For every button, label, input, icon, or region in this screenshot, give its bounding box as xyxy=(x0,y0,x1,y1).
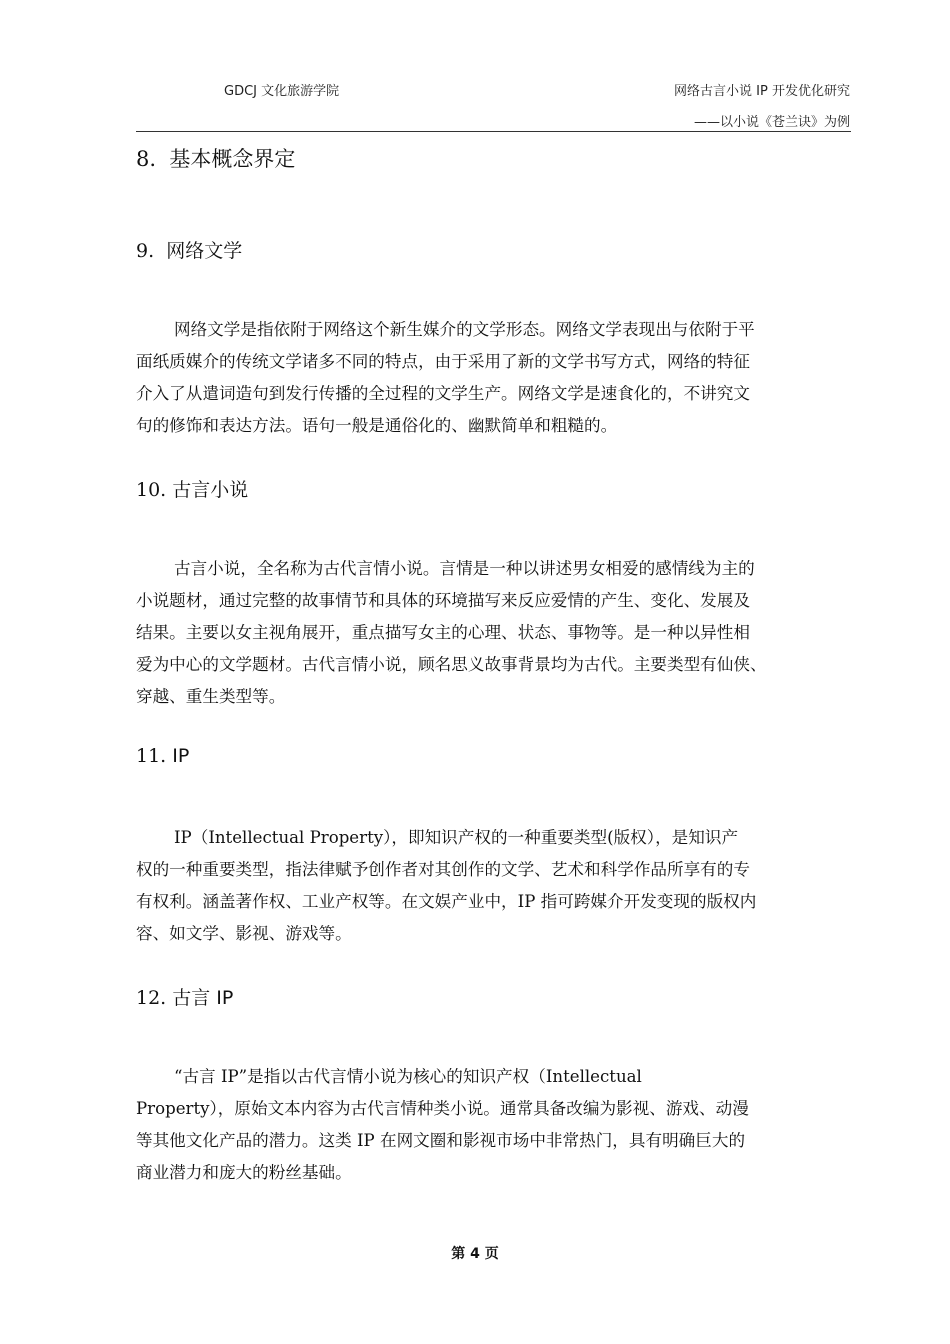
section-title: 基本概念界定 xyxy=(169,147,296,171)
header-divider xyxy=(136,131,851,132)
paragraph-line: 介入了从遣词造句到发行传播的全过程的文学生产。网络文学是速食化的，不讲究文 xyxy=(136,384,750,403)
section-number: 8. xyxy=(136,147,157,171)
paragraph-network-literature xyxy=(136,314,854,442)
page-number: 第 4 页 xyxy=(451,1246,499,1262)
section-title: 古言 IP xyxy=(172,987,234,1009)
section-heading-12 xyxy=(136,983,233,1010)
paragraph-line: 等其他文化产品的潜力。这类 IP 在网文圈和影视市场中非常热门，具有明确巨大的 xyxy=(136,1131,746,1150)
paragraph-line: 商业潜力和庞大的粉丝基础。 xyxy=(136,1163,352,1182)
section-number: 10. xyxy=(136,479,167,501)
section-heading-9 xyxy=(136,236,242,263)
paragraph-line: 容、如文学、影视、游戏等。 xyxy=(136,924,352,943)
section-number: 9. xyxy=(136,240,155,262)
header-subtitle: ——以小说《苍兰诀》为例 xyxy=(693,115,850,130)
paragraph-line: 权的一种重要类型，指法律赋予创作者对其创作的文学、艺术和科学作品所享有的专 xyxy=(136,860,750,879)
paragraph-line: 穿越、重生类型等。 xyxy=(136,687,286,706)
section-number: 11. xyxy=(136,745,167,767)
paragraph-line: 小说题材，通过完整的故事情节和具体的环境描写来反应爱情的产生、变化、发展及 xyxy=(136,591,750,610)
section-title: IP xyxy=(172,745,190,767)
paragraph-line: 网络文学是指依附于网络这个新生媒介的文学形态。网络文学表现出与依附于平 xyxy=(174,320,755,339)
header-right-title: 网络古言小说 IP 开发优化研究 xyxy=(674,84,850,99)
paragraph-ancient-ip xyxy=(136,1061,854,1189)
paragraph-line: 面纸质媒介的传统文学诸多不同的特点，由于采用了新的文学书写方式，网络的特征 xyxy=(136,352,750,371)
paragraph-line: 古言小说，全名称为古代言情小说。言情是一种以讲述男女相爱的感情线为主的 xyxy=(174,559,755,578)
section-title: 古言小说 xyxy=(172,479,249,501)
paragraph-line: 结果。主要以女主视角展开，重点描写女主的心理、状态、事物等。是一种以异性相 xyxy=(136,623,750,642)
paragraph-line: “古言 IP”是指以古代言情小说为核心的知识产权（Intellectual xyxy=(174,1067,642,1086)
paragraph-ancient-romance xyxy=(136,553,854,713)
header-left-text: GDCJ 文化旅游学院 xyxy=(224,84,340,99)
paragraph-line: 句的修饰和表达方法。语句一般是通俗化的、幽默简单和粗糙的。 xyxy=(136,416,618,435)
section-heading-10 xyxy=(136,475,248,502)
section-heading-11 xyxy=(136,745,189,767)
paragraph-line: Property），原始文本内容为古代言情种类小说。通常具备改编为影视、游戏、动漫 xyxy=(136,1099,749,1118)
paragraph-ip xyxy=(136,822,854,950)
section-heading-8 xyxy=(136,143,295,173)
paragraph-line: IP（Intellectual Property），即知识产权的一种重要类型(版权），是知识产 xyxy=(174,828,739,847)
section-title: 网络文学 xyxy=(166,240,243,262)
paragraph-line: 有权利。涵盖著作权、工业产权等。在文娱产业中，IP 指可跨媒介开发变现的版权内 xyxy=(136,892,757,911)
section-number: 12. xyxy=(136,987,167,1009)
paragraph-line: 爱为中心的文学题材。古代言情小说，顾名思义故事背景均为古代。主要类型有仙侠、 xyxy=(136,655,767,674)
